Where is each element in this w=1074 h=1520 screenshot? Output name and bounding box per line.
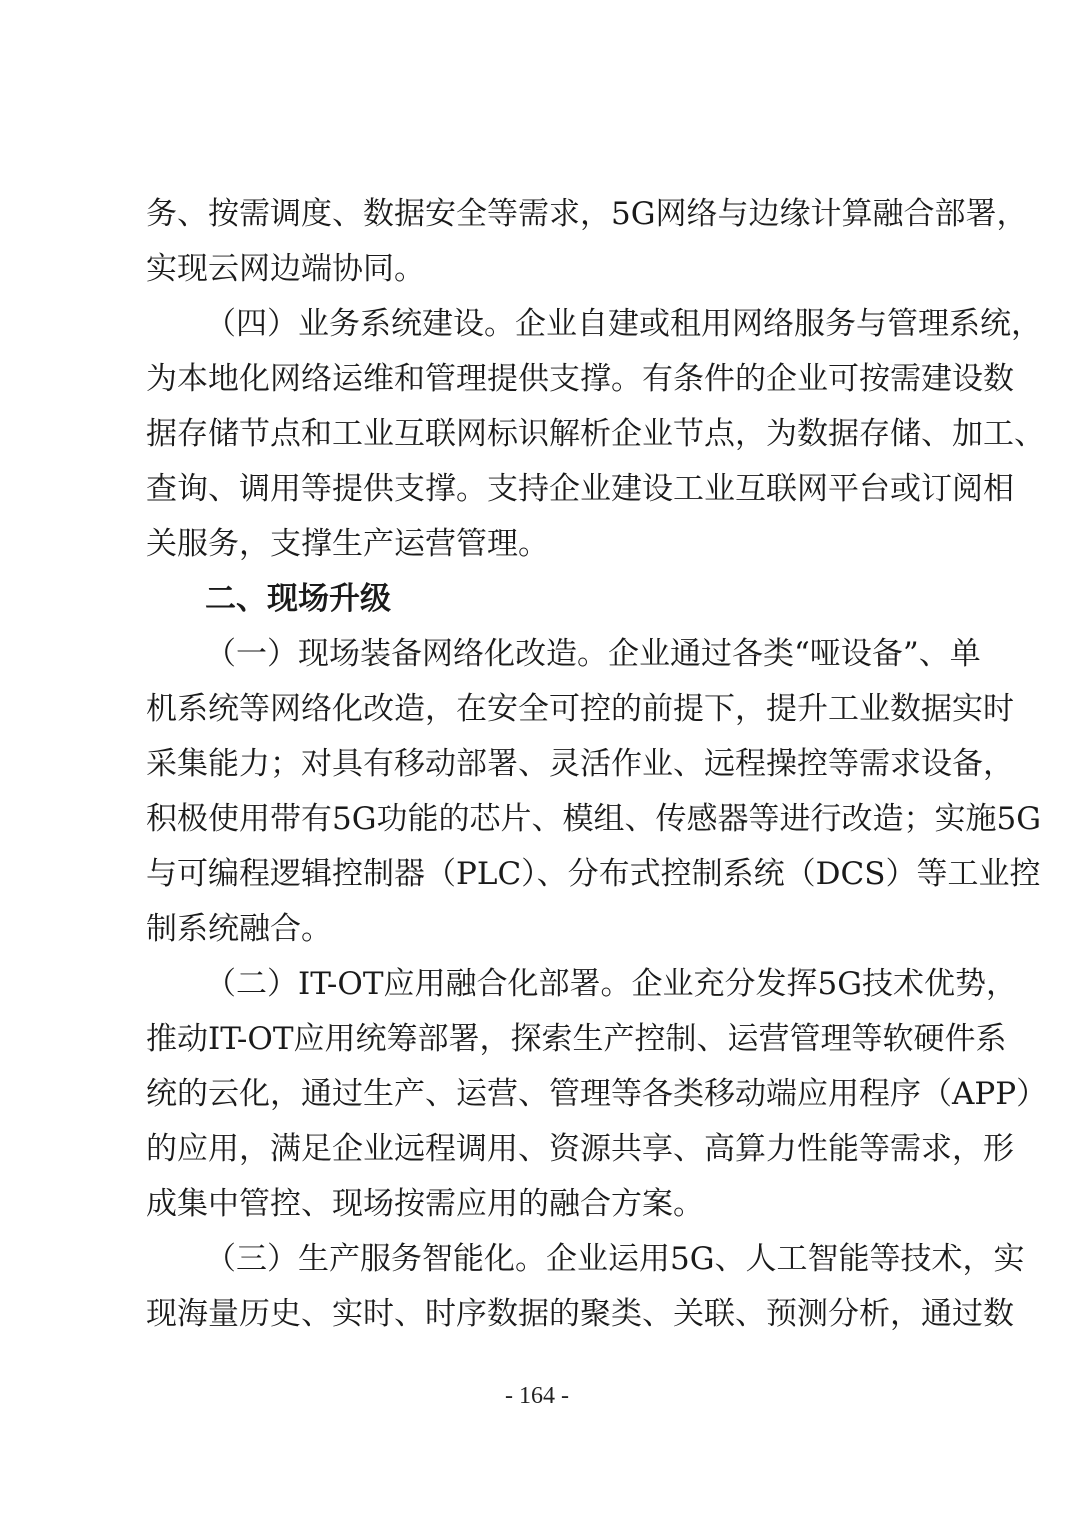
text-line: 统的云化，通过生产、运营、管理等各类移动端应用程序（APP） [146,1076,1048,1112]
chapter-heading: 二、现场升级 [205,581,391,617]
section-heading-line: （一）现场装备网络化改造。企业通过各类“哑设备”、单 [205,636,981,672]
text-line: 的应用，满足企业远程调用、资源共享、高算力性能等需求，形 [146,1131,1014,1167]
page-number: - 164 - [505,1383,569,1409]
text-line: 成集中管控、现场按需应用的融合方案。 [146,1186,704,1222]
text-line: 为本地化网络运维和管理提供支撑。有条件的企业可按需建设数 [146,361,1014,397]
text-line: 采集能力；对具有移动部署、灵活作业、远程操控等需求设备， [146,746,1014,782]
text-line: 积极使用带有5G功能的芯片、模组、传感器等进行改造；实施5G [146,801,1041,837]
text-line: 关服务，支撑生产运营管理。 [146,526,549,562]
text-line: 制系统融合。 [146,911,332,947]
text-line: 务、按需调度、数据安全等需求，5G网络与边缘计算融合部署， [146,196,1028,232]
text-line: 推动IT-OT应用统筹部署，探索生产控制、运营管理等软硬件系 [146,1021,1007,1057]
text-line: 机系统等网络化改造，在安全可控的前提下，提升工业数据实时 [146,691,1014,727]
section-heading-line: （二）IT-OT应用融合化部署。企业充分发挥5G技术优势， [205,966,1017,1002]
text-line: 现海量历史、实时、时序数据的聚类、关联、预测分析，通过数 [146,1296,1014,1332]
text-line: 据存储节点和工业互联网标识解析企业节点，为数据存储、加工、 [146,416,1045,452]
text-line: 查询、调用等提供支撑。支持企业建设工业互联网平台或订阅相 [146,471,1014,507]
text-line: 与可编程逻辑控制器（PLC）、分布式控制系统（DCS）等工业控 [146,856,1041,892]
text-line: 实现云网边端协同。 [146,251,425,287]
section-heading-line: （三）生产服务智能化。企业运用5G、人工智能等技术，实 [205,1241,1025,1277]
section-heading-line: （四）业务系统建设。企业自建或租用网络服务与管理系统， [205,306,1042,342]
